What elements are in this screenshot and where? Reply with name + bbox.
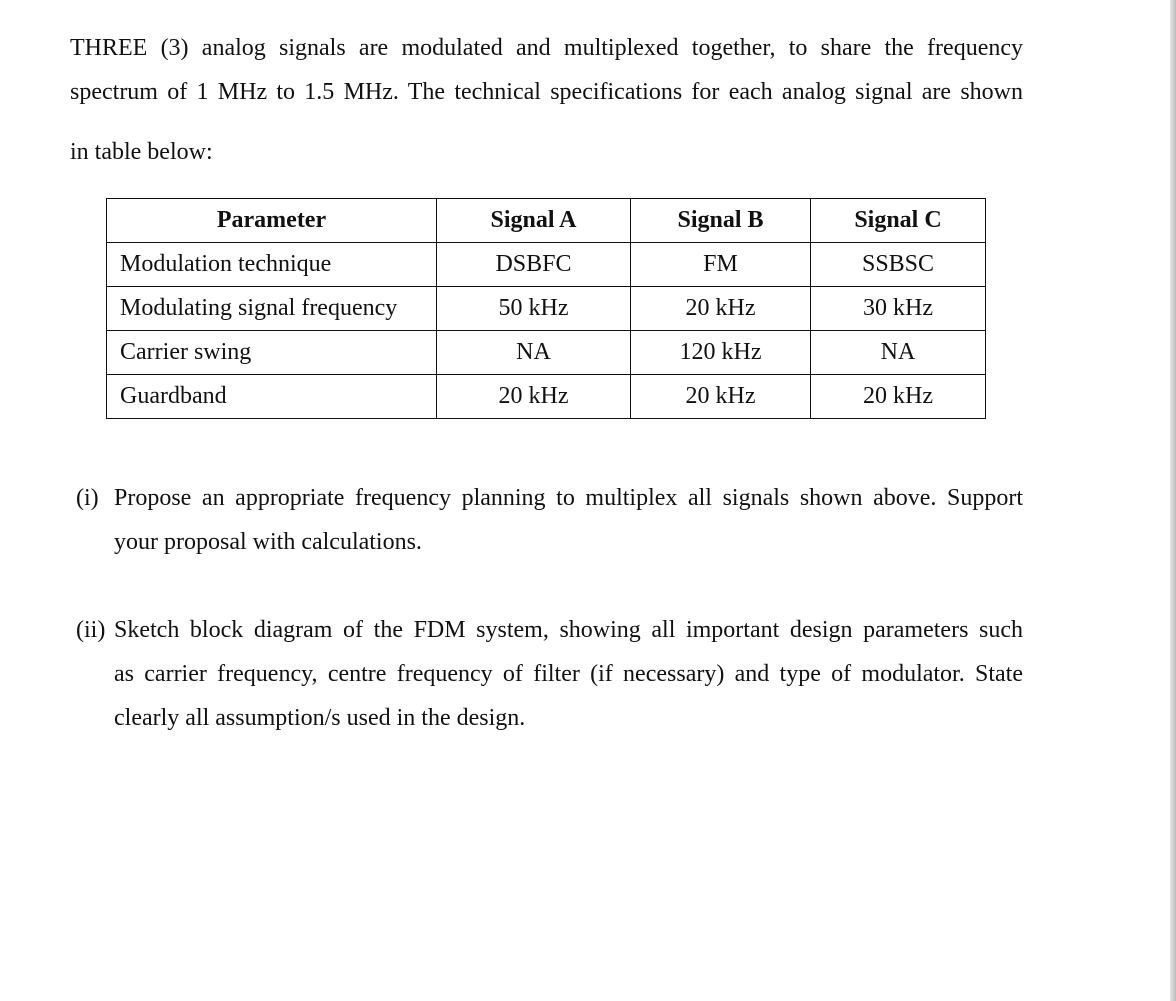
- row-carrier-swing-label: Carrier swing: [107, 331, 437, 375]
- question-text-line: clearly all assumption/s used in the design.: [114, 705, 526, 731]
- cell-value: 20 kHz: [631, 375, 811, 419]
- specification-table: [106, 198, 986, 419]
- intro-line-2: spectrum of 1 MHz to 1.5 MHz. The technical specifications for each analog signal are shown: [70, 79, 1023, 105]
- intro-line-3: in table below:: [70, 139, 213, 165]
- header-parameter: Parameter: [107, 199, 437, 243]
- row-modulating-frequency-label: Modulating signal frequency: [107, 287, 437, 331]
- cell-value: 120 kHz: [631, 331, 811, 375]
- question-label: (i): [76, 485, 99, 511]
- table-row: [107, 331, 986, 375]
- row-modulation-technique-label: Modulation technique: [107, 243, 437, 287]
- question-i: [76, 476, 1023, 564]
- question-text-line: your proposal with calculations.: [114, 529, 422, 555]
- row-guardband-label: Guardband: [107, 375, 437, 419]
- cell-value: SSBSC: [811, 243, 986, 287]
- cell-value: 30 kHz: [811, 287, 986, 331]
- cell-value: DSBFC: [437, 243, 631, 287]
- table-header-row: [107, 199, 986, 243]
- table-row: [107, 243, 986, 287]
- intro-line-1: THREE (3) analog signals are modulated and multiplexed together, to share the frequency: [70, 35, 1023, 61]
- cell-value: 20 kHz: [811, 375, 986, 419]
- cell-value: 50 kHz: [437, 287, 631, 331]
- table-row: [107, 375, 986, 419]
- header-signal-a: Signal A: [437, 199, 631, 243]
- question-text-line: as carrier frequency, centre frequency of filter (if necessary) and type of modulator. State: [114, 661, 1023, 687]
- question-ii: [76, 608, 1023, 740]
- cell-value: 20 kHz: [631, 287, 811, 331]
- intro-paragraph: [70, 26, 1023, 174]
- header-signal-b: Signal B: [631, 199, 811, 243]
- question-label: (ii): [76, 617, 106, 643]
- cell-value: NA: [811, 331, 986, 375]
- question-text-line: Sketch block diagram of the FDM system, showing all important design parameters such: [114, 617, 1023, 643]
- cell-value: FM: [631, 243, 811, 287]
- cell-value: 20 kHz: [437, 375, 631, 419]
- table-row: [107, 287, 986, 331]
- page-edge-shadow: [1170, 0, 1176, 1001]
- question-text-line: Propose an appropriate frequency planning to multiplex all signals shown above. Support: [114, 485, 1023, 511]
- cell-value: NA: [437, 331, 631, 375]
- header-signal-c: Signal C: [811, 199, 986, 243]
